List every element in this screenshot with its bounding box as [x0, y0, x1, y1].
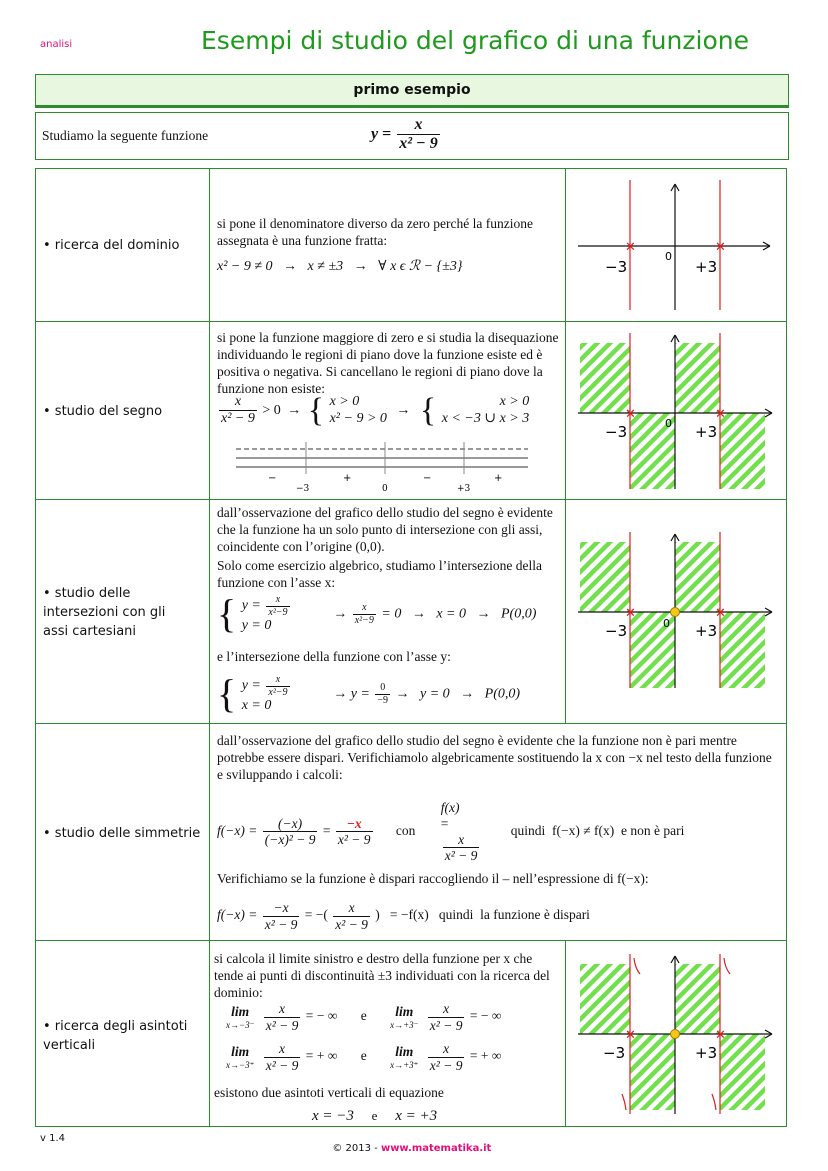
dominio-formula: x² − 9 ≠ 0 → x ≠ ±3 → ∀ x ϵ ℛ − {±3}	[217, 259, 463, 274]
intro-eq: =	[382, 125, 392, 143]
curve-stub-2	[724, 958, 730, 974]
inty-den: −9	[377, 694, 389, 706]
segno-brace2: {	[419, 391, 437, 429]
sign-plus-2: +	[494, 473, 503, 484]
intx-sys-den: x²−9	[268, 606, 288, 618]
inty-sys-frac	[266, 674, 289, 698]
sim2-fmx: f(−x) =	[217, 907, 258, 923]
hatch-region-2	[675, 542, 720, 612]
lim2	[388, 1004, 420, 1030]
intro-function	[371, 116, 442, 154]
curve-stub-4	[712, 1094, 716, 1110]
hatch-region-1	[580, 964, 630, 1034]
sign-label-p3: +3	[457, 484, 471, 494]
table-row-line-1	[35, 321, 787, 322]
asintoti-lim-row1	[222, 1001, 501, 1033]
inty-num: 0	[380, 682, 386, 694]
intro-fraction	[397, 116, 440, 154]
inty-sys-den: x²−9	[268, 686, 288, 698]
footer-version: v 1.4	[40, 1133, 65, 1144]
intx-res-num: x	[362, 602, 367, 614]
lim-e2: e	[360, 1048, 367, 1064]
sim-fx-eq: =	[440, 815, 449, 831]
sim-n2: −x	[346, 815, 362, 831]
sign-plus-1: +	[343, 473, 352, 484]
lim3-res: = + ∞	[305, 1048, 338, 1064]
cross-right: ✕	[715, 1028, 726, 1043]
origin-point	[671, 1030, 680, 1039]
footer-copyright	[326, 1132, 491, 1154]
lim4-word: lim	[395, 1044, 414, 1060]
intx-res-frac	[353, 602, 376, 626]
asintoto-eq1: x = −3	[312, 1108, 354, 1124]
intersezioni-text3: e l’intersezione della funzione con l’asse y:	[217, 649, 451, 664]
sim2-d3: x² − 9	[264, 916, 298, 932]
sim2-d4: x² − 9	[335, 916, 368, 932]
sim2-mid: = −(	[304, 907, 328, 923]
lim4-frac	[428, 1041, 465, 1073]
simmetrie-text1: dall’osservazione del grafico dello studio del segno è evidente che la funzione non è pari mentre potrebbe essere dispari. Verifichiamolo algebricamente sostituendo la x con −x nel testo della funzione e sviluppando i calcoli:	[217, 733, 772, 782]
inty-system	[242, 674, 330, 715]
lim1	[224, 1004, 256, 1030]
lim1-sub: x→−3⁻	[226, 1019, 255, 1030]
label-p3: +3	[695, 258, 718, 276]
lim2-frac	[428, 1001, 465, 1033]
curve-stub-3	[622, 1094, 626, 1110]
sim-fx-num: x	[458, 831, 465, 847]
sim-quindi: quindi f(−x) ≠ f(x) e non è pari	[510, 822, 685, 838]
sim-frac2	[336, 816, 373, 848]
intersezioni-x-formula	[217, 591, 537, 637]
cross-left: ✕	[625, 1028, 636, 1043]
simmetrie-formula1	[217, 800, 684, 864]
intro-box	[35, 112, 789, 160]
intro-den: x² − 9	[399, 135, 438, 153]
hatch-region-1	[580, 343, 630, 413]
hatch-region-4	[720, 1034, 765, 1110]
table-row-line-2	[35, 499, 787, 500]
inty-brace: {	[217, 671, 237, 717]
intx-sys-frac	[266, 594, 289, 618]
table-row-line-3	[35, 723, 787, 724]
lim4	[388, 1044, 420, 1070]
cross-left: ✕	[625, 407, 636, 422]
lim1-frac	[264, 1001, 301, 1033]
segno-system1	[330, 394, 387, 428]
asintoto-eq2: x = +3	[395, 1108, 438, 1124]
lim-e1: e	[360, 1008, 367, 1024]
lim3-num: x	[279, 1041, 286, 1056]
section-banner	[35, 74, 789, 108]
lim3-word: lim	[231, 1044, 250, 1060]
hatch-region-1	[580, 542, 630, 612]
intersezioni-y-formula	[217, 671, 521, 717]
segno-den: x² − 9	[221, 411, 255, 427]
sim2-n3: −x	[273, 900, 289, 915]
segno-system2	[442, 394, 530, 428]
sim-con: con	[395, 822, 416, 838]
lim4-sub: x→+3⁺	[390, 1059, 419, 1070]
sign-chart	[228, 440, 538, 494]
lim3-frac	[264, 1041, 301, 1073]
page-title: Esempi di studio del grafico di una funzione	[201, 26, 749, 55]
sim2-frac2	[333, 900, 370, 932]
label-zero: 0	[665, 250, 672, 263]
intro-y: y	[371, 125, 379, 143]
segno-formula	[217, 391, 530, 429]
lim2-res: = − ∞	[469, 1008, 502, 1024]
label-zero: 0	[665, 417, 672, 430]
intx-res-den: x²−9	[354, 614, 374, 626]
cross-right: ✕	[715, 606, 726, 621]
segno-text: si pone la funzione maggiore di zero e si studia la disequazione individuando le regioni di piano dove la funzione esiste ed è positiva o negativa. Si cancellano le regioni di piano dove la funzione non esiste:	[217, 330, 559, 396]
segno-arrow1: →	[287, 403, 302, 419]
lim3-sub: x→−3⁺	[226, 1059, 255, 1070]
hatch-region-2	[675, 343, 720, 413]
intx-system	[242, 594, 330, 635]
inty-pre: → y =	[333, 686, 370, 702]
label-m3: −3	[605, 423, 628, 441]
inty-post: → y = 0 → P(0,0)	[395, 686, 521, 702]
hatch-region-3	[630, 1034, 675, 1110]
label-p3: +3	[695, 1044, 718, 1062]
table-col-line-2	[565, 168, 566, 723]
inty-frac	[375, 682, 390, 706]
table-col-line-3	[565, 940, 566, 1127]
asintoti-text2: esistono due asintoti verticali di equazione	[214, 1085, 444, 1100]
sim-fx-block	[439, 800, 484, 864]
lim3	[224, 1044, 256, 1070]
label-p3: +3	[695, 622, 718, 640]
intx-sys-a: y =	[241, 598, 261, 614]
asintoti-text1: si calcola il limite sinistro e destro della funzione per x che tende ai punti di discontinuità ±3 individuati con la ricerca del dominio:	[214, 951, 550, 1000]
segno-sys1-b: x² − 9 > 0	[329, 410, 387, 426]
row-label-dominio: • ricerca del dominio	[43, 238, 180, 253]
row-label-simmetrie: • studio delle simmetrie	[43, 826, 201, 841]
sim-d2: x² − 9	[337, 832, 371, 848]
segno-brace1: {	[307, 391, 325, 429]
row-label-intersezioni: • studio delle intersezioni con gli assi cartesiani	[43, 586, 166, 639]
lim1-num: x	[279, 1001, 286, 1016]
label-m3: −3	[605, 258, 628, 276]
segno-sys2-b: x < −3 ∪ x > 3	[441, 410, 530, 426]
graph-asintoti	[570, 950, 780, 1118]
intx-brace: {	[217, 591, 237, 637]
intro-num: x	[414, 116, 423, 133]
intro-text: Studiamo la seguente funzione	[42, 128, 209, 143]
intersezioni-text1: dall’osservazione del grafico dello studio del segno è evidente che la funzione ha un solo punto di intersezione con gli assi, coincidente con l’origine (0,0).	[217, 505, 553, 554]
label-zero: 0	[663, 617, 670, 630]
inty-sys-a: y =	[241, 678, 261, 694]
inty-sys-b: x = 0	[241, 698, 272, 713]
asintoti-lim-row2	[222, 1041, 501, 1073]
label-m3: −3	[605, 622, 628, 640]
graph-segno	[570, 329, 780, 493]
hatch-region-2	[675, 964, 720, 1034]
segno-sys2-a: x > 0	[499, 394, 530, 409]
segno-fraction	[219, 394, 257, 427]
table-col-line-1	[209, 168, 210, 1127]
lim2-num: x	[443, 1001, 450, 1016]
lim2-sub: x→+3⁻	[390, 1019, 419, 1030]
sim-frac1	[263, 816, 318, 848]
footer-copyright-text: © 2013 -	[332, 1143, 381, 1154]
label-m3: −3	[603, 1044, 626, 1062]
lim1-word: lim	[231, 1004, 250, 1020]
sim2-frac1	[263, 900, 300, 932]
section-title: primo esempio	[353, 82, 471, 98]
dominio-text: si pone il denominatore diverso da zero perché la funzione assegnata è una funzione fratta:	[217, 216, 534, 248]
intx-sys-num: x	[275, 594, 281, 605]
asintoti-equations	[312, 1108, 437, 1125]
segno-arrow2: →	[396, 403, 411, 419]
row-label-asintoti: • ricerca degli asintoti verticali	[43, 1019, 188, 1053]
origin-point	[671, 608, 680, 617]
sim-fmx: f(−x) =	[217, 822, 258, 838]
asintoto-e: e	[371, 1108, 378, 1123]
cross-left: ✕	[625, 606, 636, 621]
segno-num: x	[234, 394, 242, 410]
sim-eq: =	[322, 822, 331, 838]
sim-fx-frac	[441, 832, 482, 864]
footer-site-link[interactable]: www.matematika.it	[380, 1143, 492, 1154]
cross-right: ✕	[715, 407, 726, 422]
sim-d1: (−x)² − 9	[264, 832, 316, 848]
sim2-end: ) = −f(x) quindi la funzione è dispari	[375, 907, 590, 923]
sim-fx-den: x² − 9	[444, 848, 478, 864]
label-p3: +3	[695, 423, 718, 441]
sign-label-0: 0	[382, 484, 388, 494]
lim2-den: x² − 9	[429, 1017, 463, 1033]
cross-left: ✕	[625, 240, 636, 255]
intx-sys-b: y = 0	[241, 618, 272, 633]
intx-arrow: →	[333, 606, 348, 622]
cross-right: ✕	[715, 240, 726, 255]
lim4-den: x² − 9	[429, 1057, 463, 1073]
sim-fx: f(x)	[440, 800, 460, 815]
lim2-word: lim	[395, 1004, 414, 1020]
inty-sys-num: x	[275, 674, 281, 685]
lim4-num: x	[443, 1041, 450, 1056]
lim4-res: = + ∞	[469, 1048, 502, 1064]
intersezioni-text2: Solo come esercizio algebrico, studiamo l’intersezione della funzione con l’asse x:	[217, 558, 543, 590]
intx-result: = 0 → x = 0 → P(0,0)	[381, 606, 537, 622]
sim-n1: (−x)	[278, 815, 303, 831]
row-label-segno: • studio del segno	[43, 404, 163, 419]
tag-label: analisi	[40, 39, 73, 50]
segno-sys1-a: x > 0	[329, 394, 360, 409]
simmetrie-text2: Verifichiamo se la funzione è dispari raccogliendo il – nell’espressione di f(−x):	[217, 871, 649, 886]
lim1-res: = − ∞	[305, 1008, 338, 1024]
sign-minus-1: −	[268, 473, 277, 484]
segno-gt0: > 0	[262, 403, 281, 419]
lim1-den: x² − 9	[265, 1017, 299, 1033]
graph-intersezioni	[570, 528, 780, 692]
curve-stub-1	[634, 958, 640, 974]
table-row-line-4	[35, 940, 787, 941]
hatch-region-4	[720, 413, 765, 489]
lim3-den: x² − 9	[265, 1057, 299, 1073]
simmetrie-formula2	[217, 900, 590, 932]
hatch-region-4	[720, 612, 765, 688]
graph-dominio	[570, 176, 780, 314]
sign-minus-2: −	[423, 473, 432, 484]
sim2-n4: x	[348, 900, 355, 915]
sign-label-m3: −3	[296, 484, 310, 494]
